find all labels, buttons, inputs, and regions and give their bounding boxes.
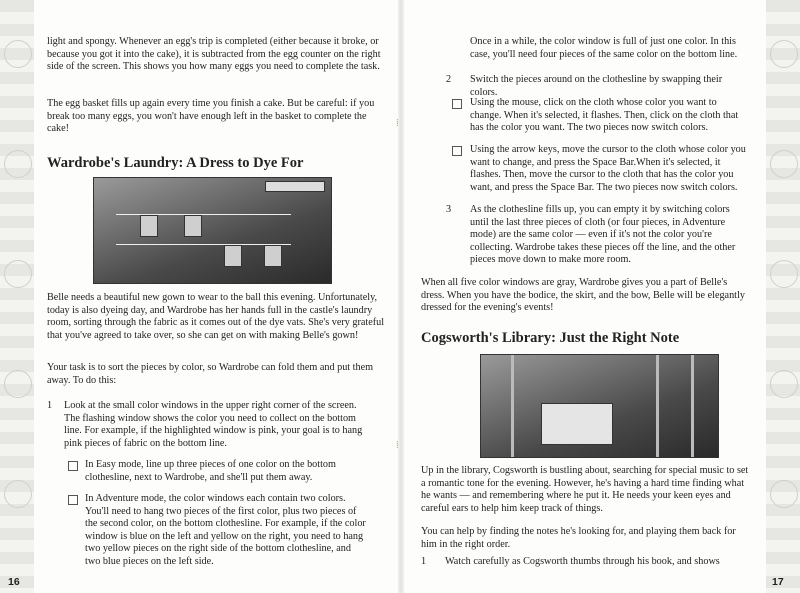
library-game-screenshot [480, 354, 719, 458]
list-item-text: As the clothesline fills up, you can empty it by switching colors until the last three pieces of cloth (or four pieces, in Adventure mode) are the same color — even if it's not the color you're collecting. Wardrobe takes these pieces off the line, and the other pieces move down to make more room. [470, 204, 736, 266]
paragraph: You can help by finding the notes he's looking for, and playing them back for him in the right order. [421, 526, 736, 550]
section-heading: Wardrobe's Laundry: A Dress to Dye For [47, 155, 304, 171]
bookshelf [656, 355, 659, 457]
cloth-piece [264, 245, 282, 267]
laundry-game-screenshot [93, 177, 332, 284]
checkbox-icon [68, 495, 78, 505]
left-page [47, 36, 390, 74]
gutter-ornament-icon: ⁞ [396, 440, 399, 451]
open-book [541, 403, 613, 445]
ornament-icon [770, 370, 798, 398]
page-number: 17 [772, 576, 784, 588]
ornament-icon [4, 260, 32, 288]
ornament-icon [770, 150, 798, 178]
paragraph: Up in the library, Cogsworth is bustling about, searching for special music to set a romantic tone for the evening. However, he's having a hard time finding what he wants — and remembering where he put it. He needs your keen eyes and careful ears to help him keep track of things. [421, 465, 749, 514]
list-item [64, 400, 364, 450]
paragraph: light and spongy. Whenever an egg's trip is completed (either because it broke, or because you got it into the cake), it is subtracted from the egg counter on the right side of the screen. This shows you how many eggs you need to complete the task. [47, 36, 381, 73]
sub-item [470, 97, 748, 135]
page-gutter [398, 0, 404, 593]
ornament-icon [770, 480, 798, 508]
ornament-icon [4, 150, 32, 178]
cloth-piece [140, 215, 158, 237]
left-page-block [47, 98, 390, 136]
ornament-icon [4, 480, 32, 508]
bookshelf [511, 355, 514, 457]
right-decorative-border [766, 0, 800, 593]
sub-item [85, 493, 367, 569]
list-item-text: Watch carefully as Cogsworth thumbs through his book, and shows [445, 556, 720, 567]
color-window-bar [265, 181, 325, 192]
right-page-block [421, 526, 751, 551]
left-decorative-border [0, 0, 34, 593]
list-number: 3 [446, 204, 452, 215]
screenshot-background [94, 178, 331, 283]
paragraph: The egg basket fills up again every time you finish a cake. But be careful: if you break too many eggs, you won't have enough left in the basket to complete the cake! [47, 98, 375, 135]
list-item-text: Look at the small color windows in the upper right corner of the screen. The flashing window shows the color you need to collect on the bottom line. For example, if the highlighted window is pink, your goal is to hang pink pieces of fabric on the bottom line. [64, 400, 363, 449]
left-page-block [47, 362, 390, 387]
right-page-block [470, 36, 748, 61]
checkbox-icon [452, 146, 462, 156]
paragraph: When all five color windows are gray, Wardrobe gives you a part of Belle's dress. When you have the bodice, the skirt, and the bow, Belle will be elegantly dressed for the evening's events! [421, 277, 745, 314]
list-item-text: Switch the pieces around on the clothesline by swapping their colors. [470, 74, 723, 98]
cloth-piece [224, 245, 242, 267]
paragraph: Your task is to sort the pieces by color, so Wardrobe can fold them and put them away. To do this: [47, 362, 374, 386]
list-number: 2 [446, 74, 452, 85]
paragraph: Belle needs a beautiful new gown to wear to the ball this evening. Unfortunately, today is also dyeing day, and Wardrobe has her hands full in the castle's laundry room, sorting through the fabric as it comes out of the dye vats. She's very grateful that you've agreed to take over, so she can get on with making Belle's gown! [47, 292, 385, 341]
list-number: 1 [421, 556, 427, 567]
list-item [470, 74, 748, 99]
checkbox-icon [68, 461, 78, 471]
ornament-icon [770, 40, 798, 68]
gutter-ornament-icon: ⁞ [396, 118, 399, 129]
sub-item-text: In Adventure mode, the color windows each contain two colors. You'll need to hang two pieces of the first color, plus two pieces of the second color, on the bottom clothesline. For example, if the color window is blue on the left and yellow on the right, you need to hang two yellow pieces on the right side of the bottom clothesline, and two blue pieces on the left side. [85, 493, 366, 567]
sub-item-text: In Easy mode, line up three pieces of one color on the bottom clothesline, next to Wardrobe, and she'll put them away. [85, 459, 336, 483]
cloth-piece [184, 215, 202, 237]
sub-item-text: Using the arrow keys, move the cursor to the cloth whose color you want to change, and press the Space Bar.When it's selected, it flashes. Then, move the cursor to the cloth that has the color you want, and press the Space Bar. The two pieces now switch colors. [470, 144, 746, 193]
section-heading: Cogsworth's Library: Just the Right Note [421, 330, 680, 346]
ornament-icon [4, 370, 32, 398]
bookshelf [691, 355, 694, 457]
checkbox-icon [452, 99, 462, 109]
right-page-block [421, 277, 749, 315]
sub-item [85, 459, 365, 484]
sub-item [470, 144, 748, 194]
list-item [445, 556, 750, 569]
ornament-icon [770, 260, 798, 288]
page-number: 16 [8, 576, 20, 588]
right-page-block [421, 465, 751, 515]
sub-item-text: Using the mouse, click on the cloth whose color you want to change. When it's selected, it flashes. Then, click on the cloth that has the color you want. The two pieces now switch colors. [470, 97, 739, 134]
paragraph: Once in a while, the color window is full of just one color. In this case, you'll need four pieces of the same color on the bottom line. [470, 36, 738, 60]
left-page-block [47, 292, 390, 342]
list-item [470, 204, 748, 267]
ornament-icon [4, 40, 32, 68]
list-number: 1 [47, 400, 53, 411]
